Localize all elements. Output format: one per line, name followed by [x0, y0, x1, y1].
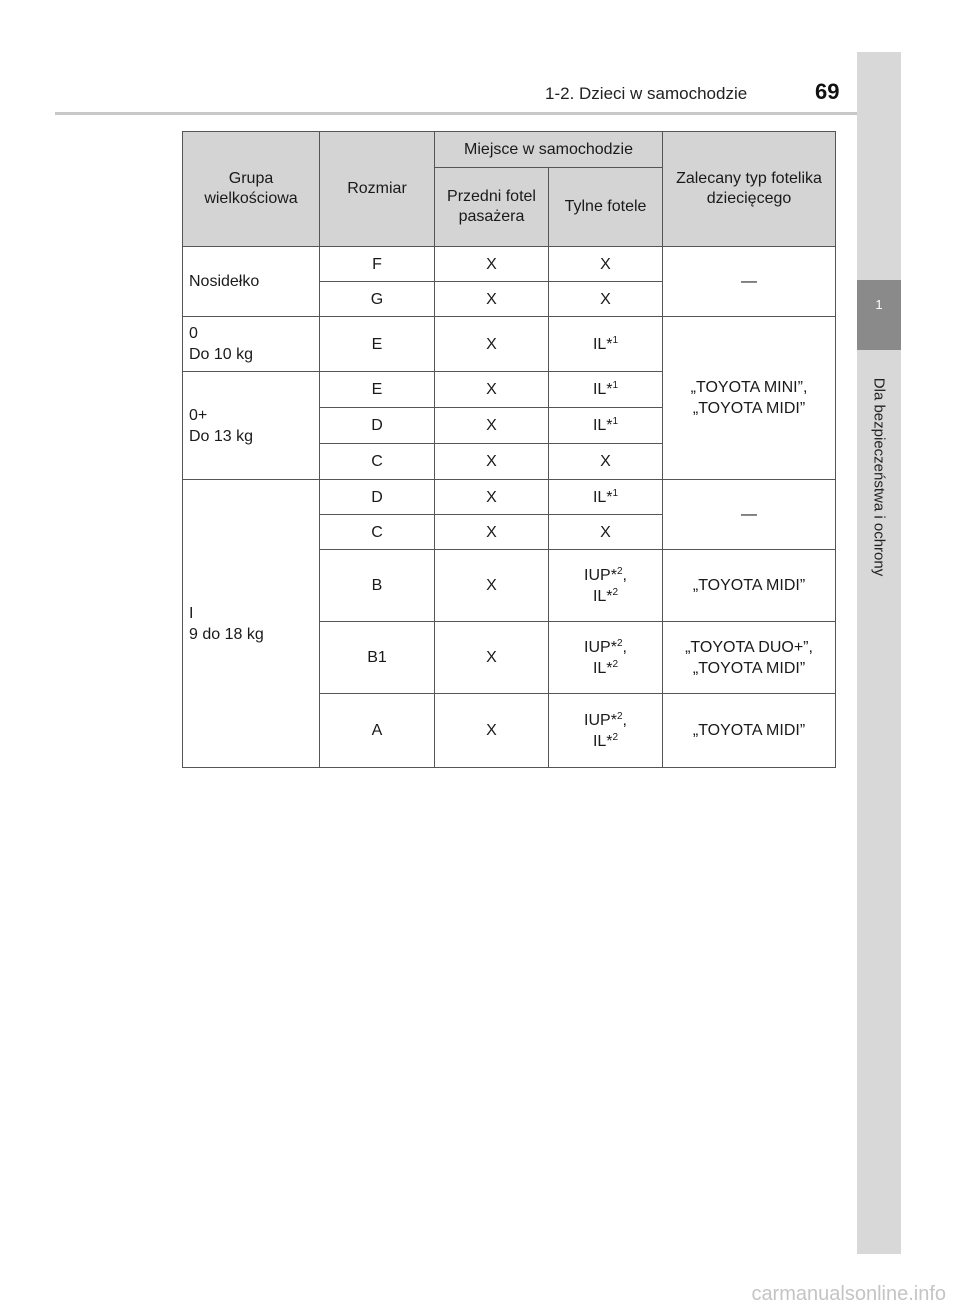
- page-header-title: 1-2. Dzieci w samochodzie: [545, 84, 748, 103]
- front-cell: X: [435, 247, 549, 282]
- group-label-line: 9 do 18 kg: [189, 625, 264, 643]
- side-tab: [857, 52, 901, 1254]
- header-rear-seats: Tylne fotele: [549, 168, 663, 247]
- front-cell: X: [435, 282, 549, 317]
- recommended-cell: „TOYOTA DUO+”, „TOYOTA MIDI”: [663, 622, 836, 694]
- rear-cell: X: [549, 247, 663, 282]
- front-cell: X: [435, 550, 549, 622]
- group-label-line: I: [189, 604, 194, 622]
- group-label-line: 0+: [189, 406, 208, 424]
- rear-cell: IL*$^1$: [549, 408, 663, 444]
- rear-cell: IUP*$^2$, IL*$^2$: [549, 550, 663, 622]
- watermark: carmanualsonline.info: [751, 1283, 946, 1305]
- recommended-cell: —: [663, 480, 836, 550]
- rear-cell: IUP*$^2$, IL*$^2$: [549, 694, 663, 768]
- rear-cell: IUP*$^2$, IL*$^2$: [549, 622, 663, 694]
- group-label-line: Do 13 kg: [189, 427, 254, 445]
- size-cell: D: [320, 408, 435, 444]
- size-cell: B1: [320, 622, 435, 694]
- front-cell: X: [435, 317, 549, 372]
- rear-cell: IL*$^1$: [549, 372, 663, 408]
- group-label: [183, 480, 320, 768]
- group-label: [183, 372, 320, 480]
- header-group: Grupa wielkościowa: [183, 132, 320, 247]
- page-number: 69: [815, 79, 840, 104]
- front-cell: X: [435, 515, 549, 550]
- recommended-cell: —: [663, 247, 836, 317]
- front-cell: X: [435, 480, 549, 515]
- size-cell: C: [320, 444, 435, 480]
- group-label: [183, 317, 320, 372]
- recommended-cell: „TOYOTA MINI”, „TOYOTA MIDI”: [663, 317, 836, 480]
- size-cell: B: [320, 550, 435, 622]
- front-cell: X: [435, 622, 549, 694]
- group-label: Nosidełko: [183, 247, 320, 317]
- size-cell: C: [320, 515, 435, 550]
- table-row: [183, 247, 836, 282]
- size-cell: A: [320, 694, 435, 768]
- size-cell: E: [320, 372, 435, 408]
- header-size: Rozmiar: [320, 132, 435, 247]
- table-row: [183, 480, 836, 515]
- group-label-line: Do 10 kg: [189, 346, 254, 363]
- rear-cell: X: [549, 282, 663, 317]
- front-cell: X: [435, 372, 549, 408]
- header-front-seat: Przedni fotel pasażera: [435, 168, 549, 247]
- child-seat-table: [182, 131, 836, 768]
- rear-cell: X: [549, 444, 663, 480]
- header-rule: [55, 112, 857, 115]
- table-row: [183, 317, 836, 372]
- recommended-cell: „TOYOTA MIDI”: [663, 550, 836, 622]
- group-label-line: 0: [189, 325, 198, 342]
- size-cell: D: [320, 480, 435, 515]
- rear-cell: X: [549, 515, 663, 550]
- recommended-cell: „TOYOTA MIDI”: [663, 694, 836, 768]
- front-cell: X: [435, 408, 549, 444]
- chapter-tab-number[interactable]: 1: [857, 280, 901, 350]
- size-cell: F: [320, 247, 435, 282]
- size-cell: G: [320, 282, 435, 317]
- size-cell: E: [320, 317, 435, 372]
- rear-cell: IL*$^1$: [549, 317, 663, 372]
- rear-cell: IL*$^1$: [549, 480, 663, 515]
- chapter-tab-label: Dla bezpieczeństwa i ochrony: [870, 377, 888, 577]
- front-cell: X: [435, 444, 549, 480]
- header-location: Miejsce w samochodzie: [435, 132, 663, 168]
- header-recommended: Zalecany typ fotelika dziecięcego: [663, 132, 836, 247]
- front-cell: X: [435, 694, 549, 768]
